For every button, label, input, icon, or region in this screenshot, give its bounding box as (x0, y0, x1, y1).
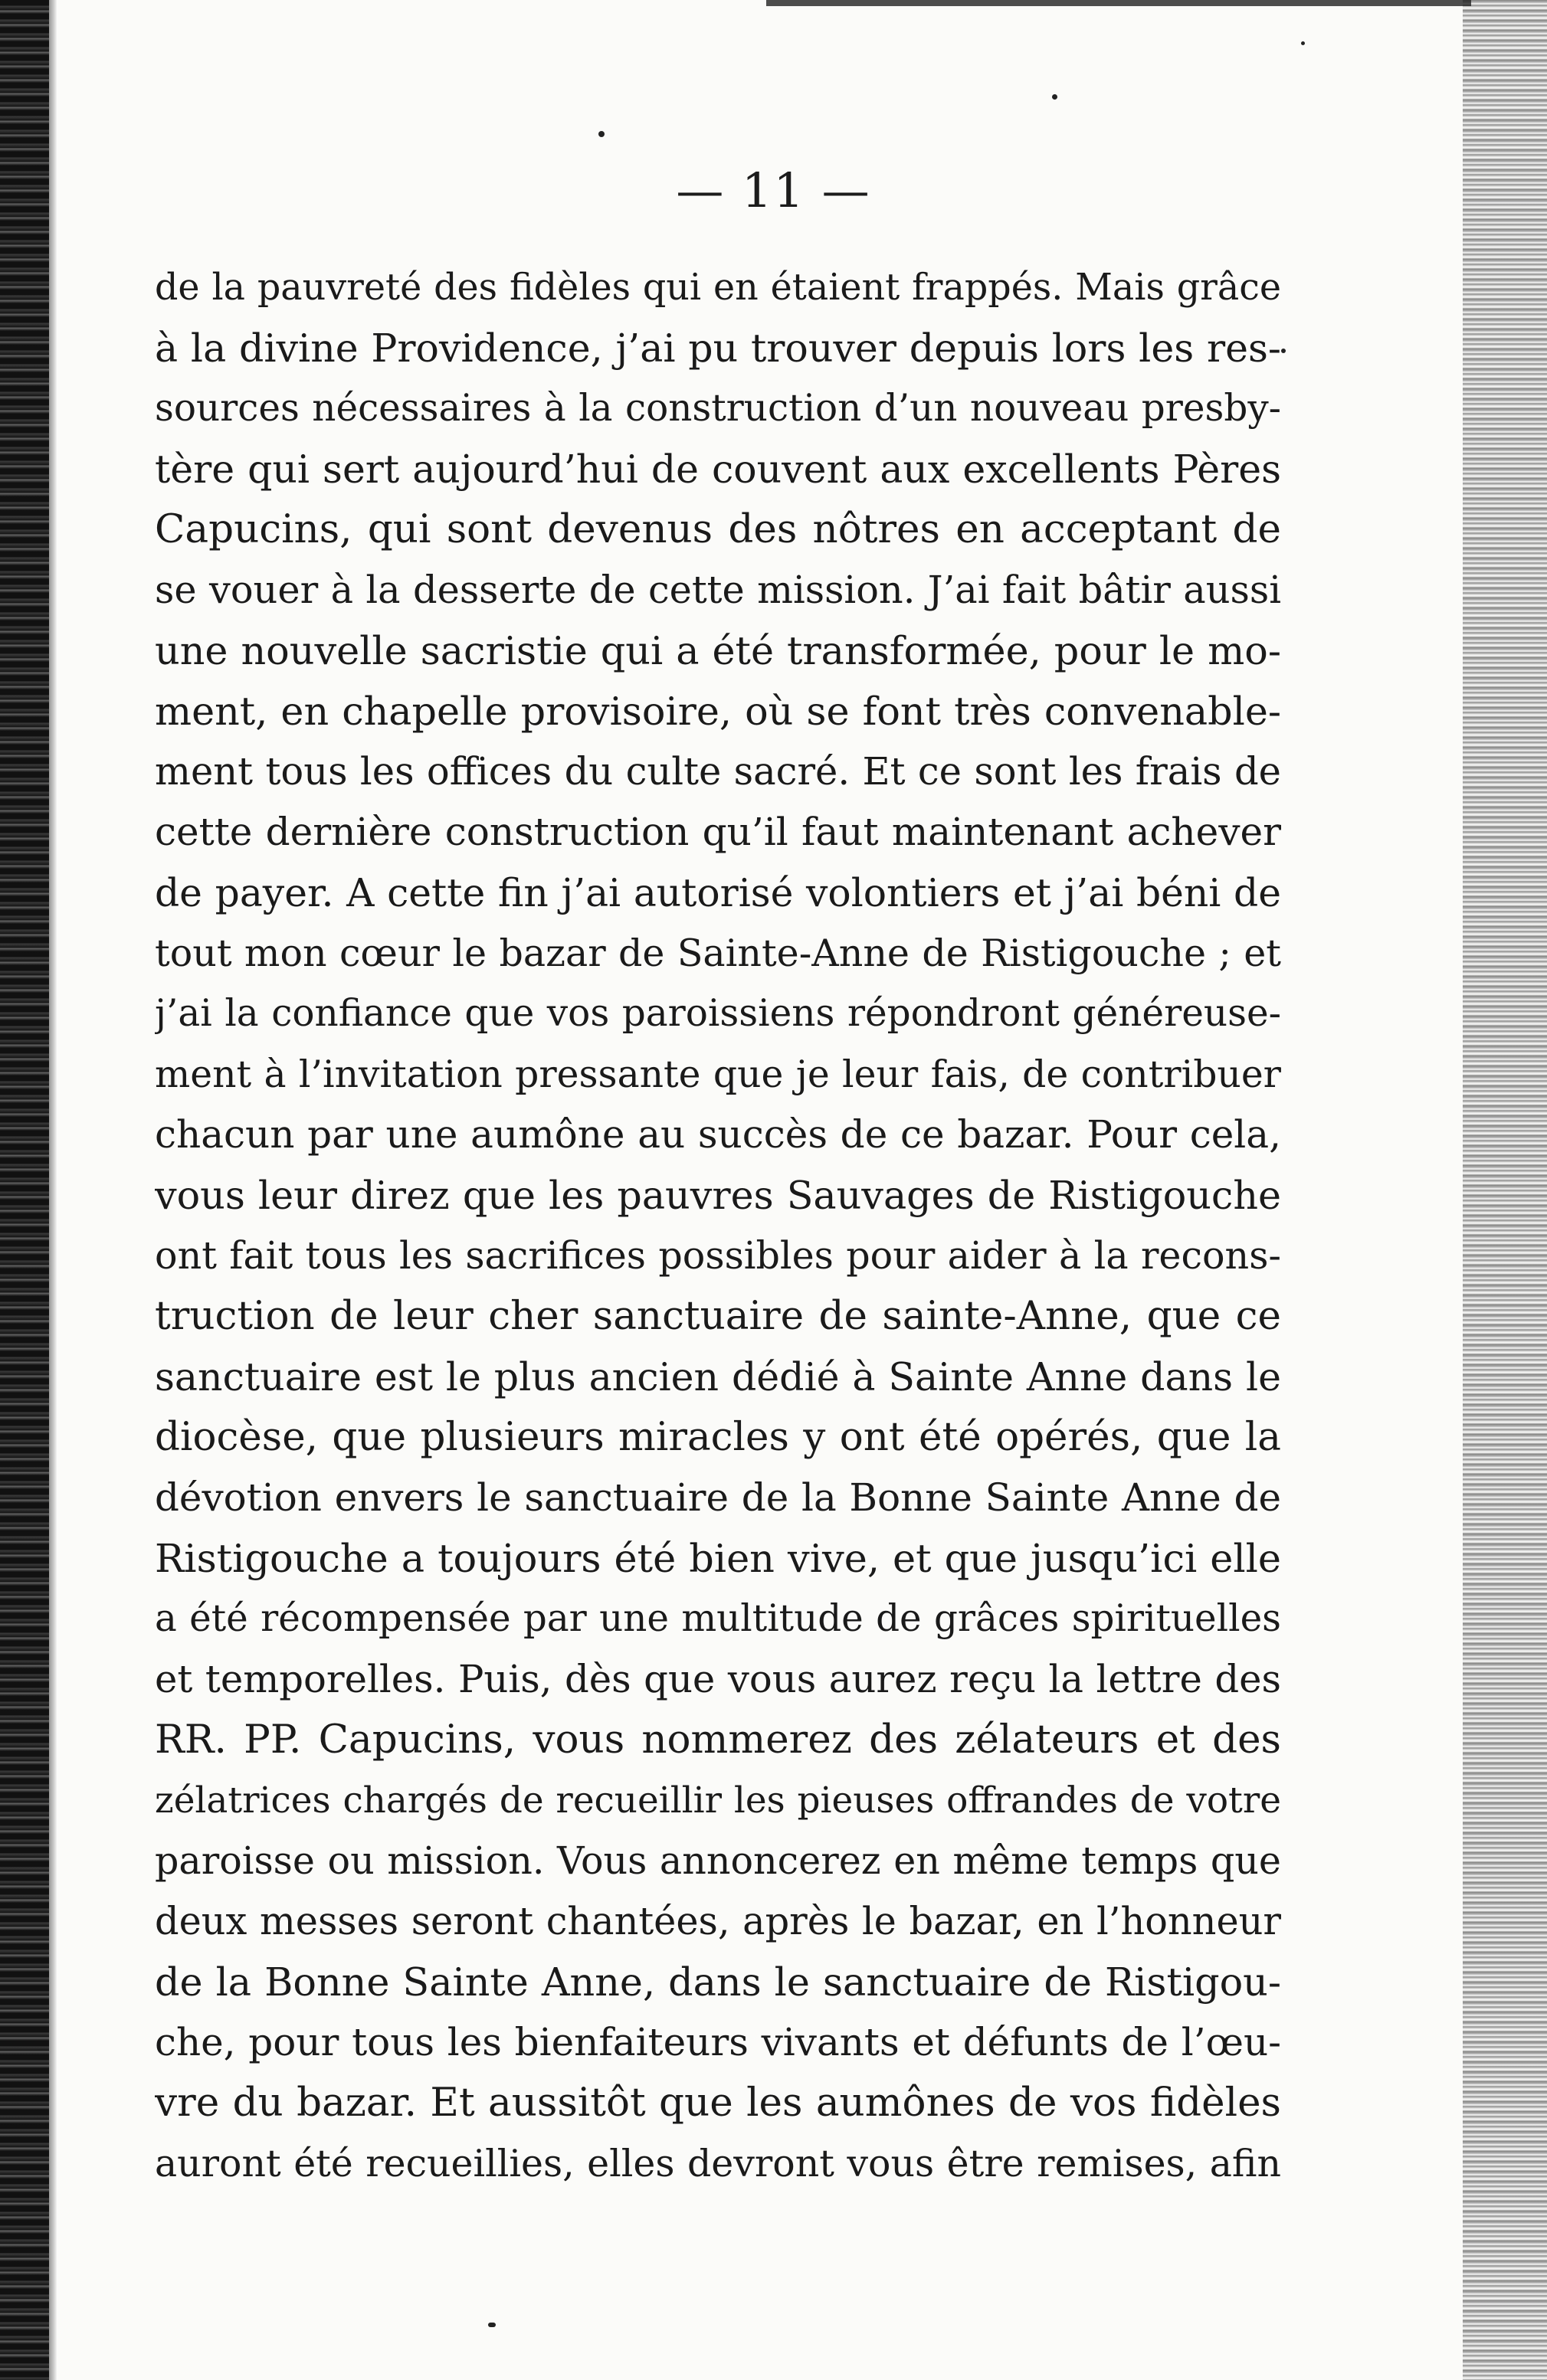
text-line: a été récompensée par une multitude de grâces spirituelles (155, 1597, 1281, 1640)
text-line: j’ai la confiance que vos paroissiens répondront généreuse- (155, 992, 1281, 1035)
text-line: Ristigouche a toujours été bien vive, et que jusqu’ici elle (155, 1536, 1281, 1581)
text-line: et temporelles. Puis, dès que vous aurez reçu la lettre des (155, 1657, 1281, 1701)
ink-speck (1301, 41, 1305, 45)
text-line: zélatrices chargés de recueillir les pieuses offrandes de votre (155, 1779, 1281, 1822)
text-line: tout mon cœur le bazar de Sainte-Anne de Ristigouche ; et (155, 931, 1281, 975)
text-line: deux messes seront chantées, après le bazar, en l’honneur (155, 1899, 1281, 1943)
text-line: ment tous les offices du culte sacré. Et ce sont les frais de (155, 749, 1281, 794)
text-line: tère qui sert aujourd’hui de couvent aux excellents Pères (155, 447, 1281, 492)
text-line: de la pauvreté des fidèles qui en étaient frappés. Mais grâce (155, 267, 1281, 309)
text-line: ment à l’invitation pressante que je leur fais, de contribuer (155, 1053, 1281, 1096)
text-line: ont fait tous les sacrifices possibles pour aider à la recons- (155, 1233, 1281, 1278)
ink-speck (1052, 94, 1057, 100)
text-line: truction de leur cher sanctuaire de sainte-Anne, que ce (155, 1293, 1281, 1339)
text-line: auront été recueillies, elles devront vous être remises, afin (155, 2142, 1281, 2185)
text-line: Capucins, qui sont devenus des nôtres en acceptant de (155, 506, 1281, 552)
scan-binding-edge-left (0, 0, 49, 2380)
page-number: — 11 — (676, 162, 871, 218)
text-line: de la Bonne Sainte Anne, dans le sanctuaire de Ristigou- (155, 1959, 1281, 2005)
text-line: à la divine Providence, j’ai pu trouver depuis lors les res- (155, 326, 1281, 371)
text-line: diocèse, que plusieurs miracles y ont été opérés, que la (155, 1414, 1281, 1460)
text-line: ment, en chapelle provisoire, où se font très convenable- (155, 689, 1281, 734)
text-line: vous leur direz que les pauvres Sauvages de Ristigouche (155, 1173, 1281, 1218)
ink-speck (1281, 349, 1286, 353)
ink-speck (488, 2323, 496, 2327)
text-line: une nouvelle sacristie qui a été transformée, pour le mo- (155, 628, 1281, 673)
text-line: chacun par une aumône au succès de ce bazar. Pour cela, (155, 1112, 1281, 1157)
text-line: paroisse ou mission. Vous annoncerez en même temps que (155, 1838, 1281, 1883)
text-line: dévotion envers le sanctuaire de la Bonne Sainte Anne de (155, 1475, 1281, 1520)
text-line: se vouer à la desserte de cette mission. J’ai fait bâtir aussi (155, 568, 1281, 612)
ink-speck (598, 131, 605, 137)
body-text (155, 257, 1281, 2194)
text-line: sanctuaire est le plus ancien dédié à Sainte Anne dans le (155, 1354, 1281, 1400)
text-line: sources nécessaires à la construction d’un nouveau presby- (155, 387, 1281, 430)
scan-page-edge-right (1463, 0, 1547, 2380)
text-line: vre du bazar. Et aussitôt que les aumônes de vos fidèles (155, 2080, 1281, 2126)
text-line: RR. PP. Capucins, vous nommerez des zélateurs et des (155, 1717, 1281, 1763)
text-line: cette dernière construction qu’il faut maintenant achever (155, 810, 1281, 854)
text-line: de payer. A cette fin j’ai autorisé volontiers et j’ai béni de (155, 870, 1281, 915)
scan-top-edge (766, 0, 1471, 6)
scan-binding-shadow (49, 0, 57, 2380)
text-line: che, pour tous les bienfaiteurs vivants et défunts de l’œu- (155, 2020, 1281, 2064)
